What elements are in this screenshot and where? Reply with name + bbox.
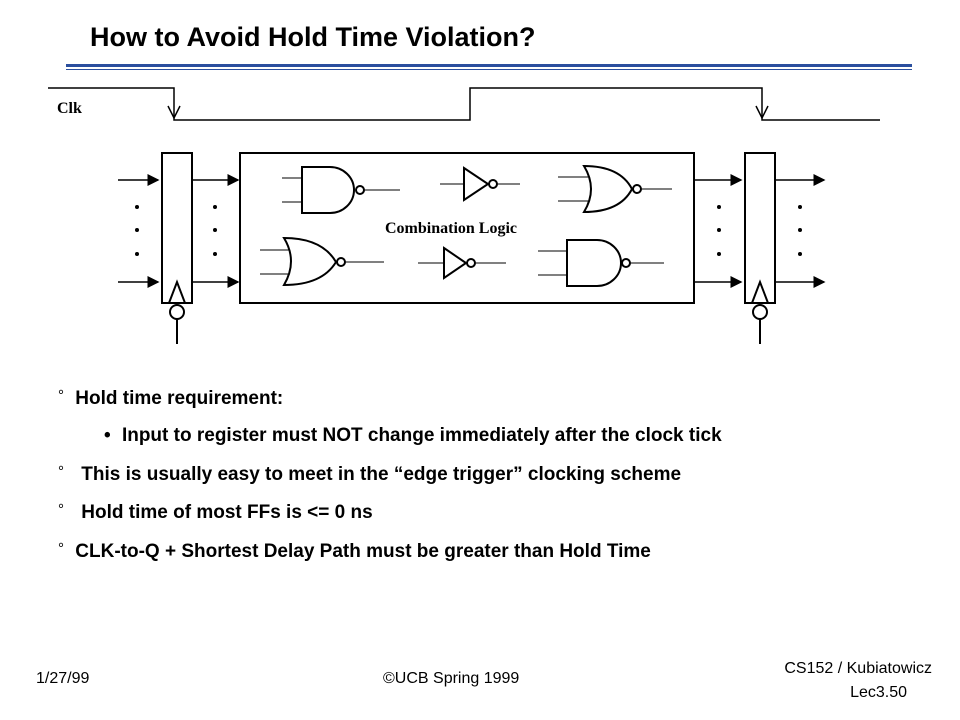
bullet-ff-hold bbox=[58, 502, 373, 524]
bullet-marker: ° bbox=[58, 501, 64, 518]
combination-logic-label: Combination Logic bbox=[385, 220, 518, 237]
bullet-text: Input to register must NOT change immediately after the clock tick bbox=[121, 425, 722, 446]
right-output-dots bbox=[798, 205, 802, 256]
nor-gate-icon bbox=[260, 238, 384, 285]
sub-bullet-input-rule bbox=[104, 425, 722, 447]
footer-date: 1/27/99 bbox=[36, 670, 90, 687]
nor-gate-icon bbox=[558, 166, 672, 212]
bullet-clk-to-q bbox=[58, 541, 651, 563]
bullet-marker: ° bbox=[58, 463, 64, 480]
slide-title: How to Avoid Hold Time Violation? bbox=[90, 22, 536, 52]
bullet-text: CLK-to-Q + Shortest Delay Path must be greater than Hold Time bbox=[75, 541, 651, 562]
inverter-icon bbox=[418, 248, 506, 278]
bullet-text: Hold time of most FFs is <= 0 ns bbox=[81, 502, 373, 523]
inverter-icon bbox=[440, 168, 520, 200]
bullet-hold-requirement bbox=[58, 388, 283, 410]
bullet-marker: ° bbox=[58, 540, 64, 557]
nand-gate-icon bbox=[538, 240, 664, 286]
footer-course: CS152 / Kubiatowicz bbox=[784, 660, 932, 677]
clock-label: Clk bbox=[57, 100, 82, 117]
footer-lecture: Lec3.50 bbox=[850, 684, 907, 701]
footer-copyright: ©UCB Spring 1999 bbox=[383, 670, 520, 687]
bullet-edge-trigger bbox=[58, 464, 681, 486]
left-register bbox=[162, 153, 192, 344]
bullet-text: This is usually easy to meet in the “edge trigger” clocking scheme bbox=[81, 464, 682, 485]
clock-waveform bbox=[48, 88, 880, 120]
bullet-marker: ° bbox=[58, 387, 64, 404]
bullet-text: Hold time requirement: bbox=[75, 388, 284, 409]
right-logic-dots bbox=[717, 205, 721, 256]
nand-gate-icon bbox=[282, 167, 400, 213]
sub-bullet-marker: • bbox=[104, 425, 111, 446]
right-register bbox=[745, 153, 775, 344]
left-input-dots bbox=[135, 205, 139, 256]
left-logic-dots bbox=[213, 205, 217, 256]
